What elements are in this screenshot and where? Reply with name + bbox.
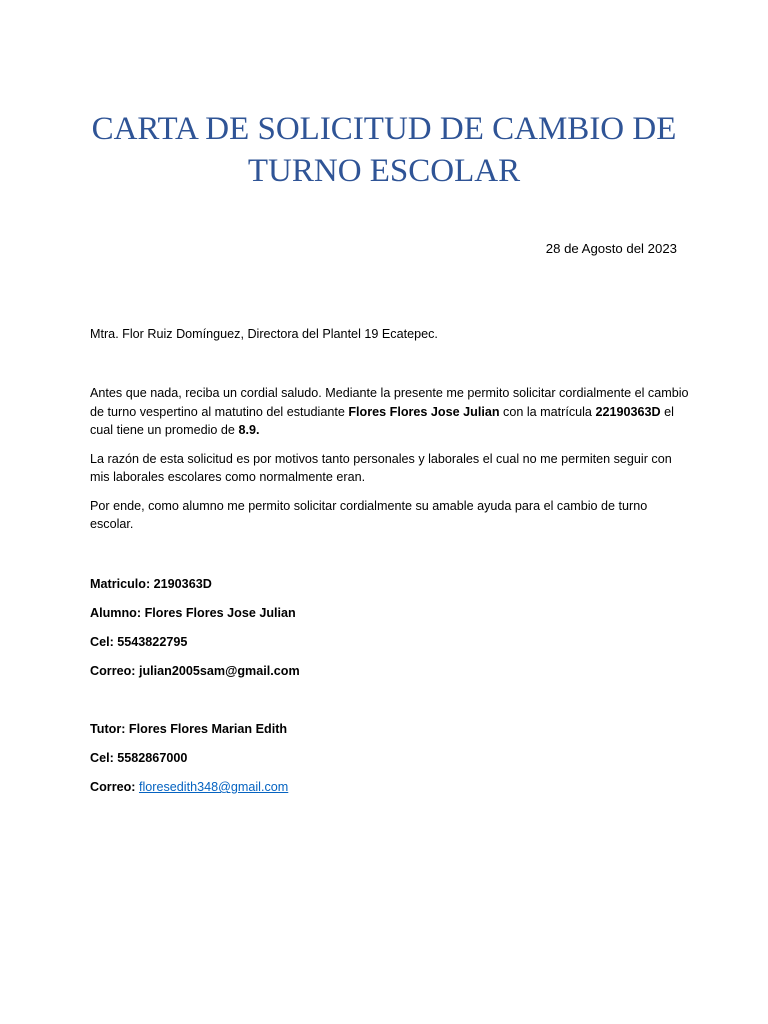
- paragraph-3: Por ende, como alumno me permito solicitar cordialmente su amable ayuda para el cambio de turno escolar.: [90, 498, 648, 531]
- recipient-line: Mtra. Flor Ruiz Domínguez, Directora del Plantel 19 Ecatepec.: [90, 327, 438, 341]
- matricula-bold: 22190363D: [595, 404, 661, 419]
- paragraph-1: [90, 384, 690, 440]
- student-matricula: Matriculo: 2190363D: [90, 577, 212, 591]
- tutor-phone: Cel: 5582867000: [90, 751, 188, 765]
- title-line-2: TURNO ESCOLAR: [247, 153, 521, 189]
- student-name-bold: Flores Flores Jose Julian: [348, 404, 500, 419]
- letter-body: [90, 384, 690, 544]
- tutor-name: Tutor: Flores Flores Marian Edith: [90, 722, 288, 736]
- average-bold: 8.9.: [238, 423, 260, 437]
- paragraph-1-part-2: con la matrícula: [499, 404, 596, 419]
- paragraph-2: La razón de esta solicitud es por motivos tanto personales y laborales el cual no me permiten seguir con mis laborales escolares como normalmente eran.: [90, 451, 672, 484]
- student-email: Correo: julian2005sam@gmail.com: [90, 664, 300, 678]
- paragraph-1-part-1: Antes que nada, reciba un cordial saludo. Mediante la presente me permito solicitar cordialmente el cambio de turno vespertino al matutino del estudiante: [90, 386, 689, 419]
- letter-date: 28 de Agosto del 2023: [545, 241, 677, 256]
- tutor-email-label: Correo:: [90, 780, 139, 794]
- tutor-email: [90, 778, 288, 796]
- document-title: [60, 108, 708, 192]
- title-line-1: CARTA DE SOLICITUD DE CAMBIO DE: [91, 111, 677, 147]
- paragraph-1-part-3: el cual tiene un promedio de: [90, 404, 674, 437]
- student-name: Alumno: Flores Flores Jose Julian: [90, 606, 296, 620]
- tutor-email-link[interactable]: floresedith348@gmail.com: [138, 780, 289, 794]
- student-phone: Cel: 5543822795: [90, 635, 188, 649]
